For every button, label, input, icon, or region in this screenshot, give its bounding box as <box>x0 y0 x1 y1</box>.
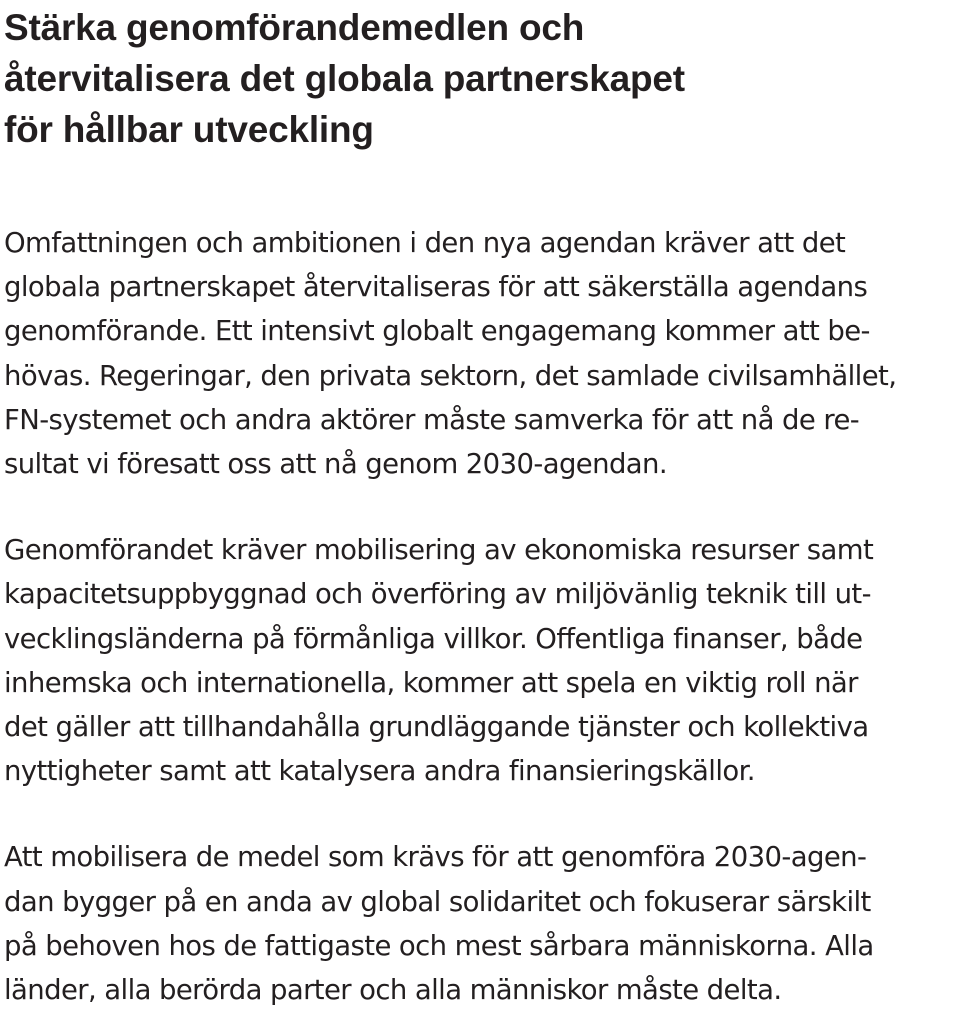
text-line: sultat vi föresatt oss att nå genom 2030-agendan. <box>4 448 668 481</box>
title-line: Stärka genomförandemedlen och <box>4 7 585 48</box>
text-line: inhemska och internationella, kommer att spela en viktig roll när <box>4 666 858 699</box>
text-line: Genomförandet kräver mobilisering av ekonomiska resurser samt <box>4 534 874 567</box>
paragraph-resources <box>4 528 956 793</box>
text-line: nyttigheter samt att katalysera andra finansieringskällor. <box>4 755 755 788</box>
text-line: kapacitetsuppbyggnad och överföring av miljövänlig teknik till ut- <box>4 578 871 611</box>
document-page <box>4 0 956 1012</box>
text-line: Omfattningen och ambitionen i den nya agendan kräver att det <box>4 227 846 259</box>
text-line: genomförande. Ett intensivt globalt engagemang kommer att be- <box>4 315 870 348</box>
text-line: Att mobilisera de medel som krävs för att genomföra 2030-agen- <box>4 841 867 874</box>
text-line: länder, alla berörda parter och alla människor måste delta. <box>4 974 782 1007</box>
text-line: globala partnerskapet återvitaliseras för att säkerställa agendans <box>4 271 868 304</box>
text-line: FN-systemet och andra aktörer måste samverka för att nå de re- <box>4 403 860 436</box>
text-line: hövas. Regeringar, den privata sektorn, det samlade civilsamhället, <box>4 359 897 392</box>
paragraph-solidarity <box>4 835 956 1012</box>
text-line: dan bygger på en anda av global solidaritet och fokuserar särskilt <box>4 885 871 918</box>
title-line: återvitalisera det globala partnerskapet <box>4 58 685 99</box>
text-line: på behoven hos de fattigaste och mest sårbara människorna. Alla <box>4 929 874 962</box>
text-line: det gäller att tillhandahålla grundläggande tjänster och kollektiva <box>4 711 869 744</box>
page-title <box>4 0 956 155</box>
text-line: vecklingsländerna på förmånliga villkor. Offentliga finanser, både <box>4 622 863 655</box>
paragraph-partnership <box>4 221 956 486</box>
title-line: för hållbar utveckling <box>4 109 374 150</box>
